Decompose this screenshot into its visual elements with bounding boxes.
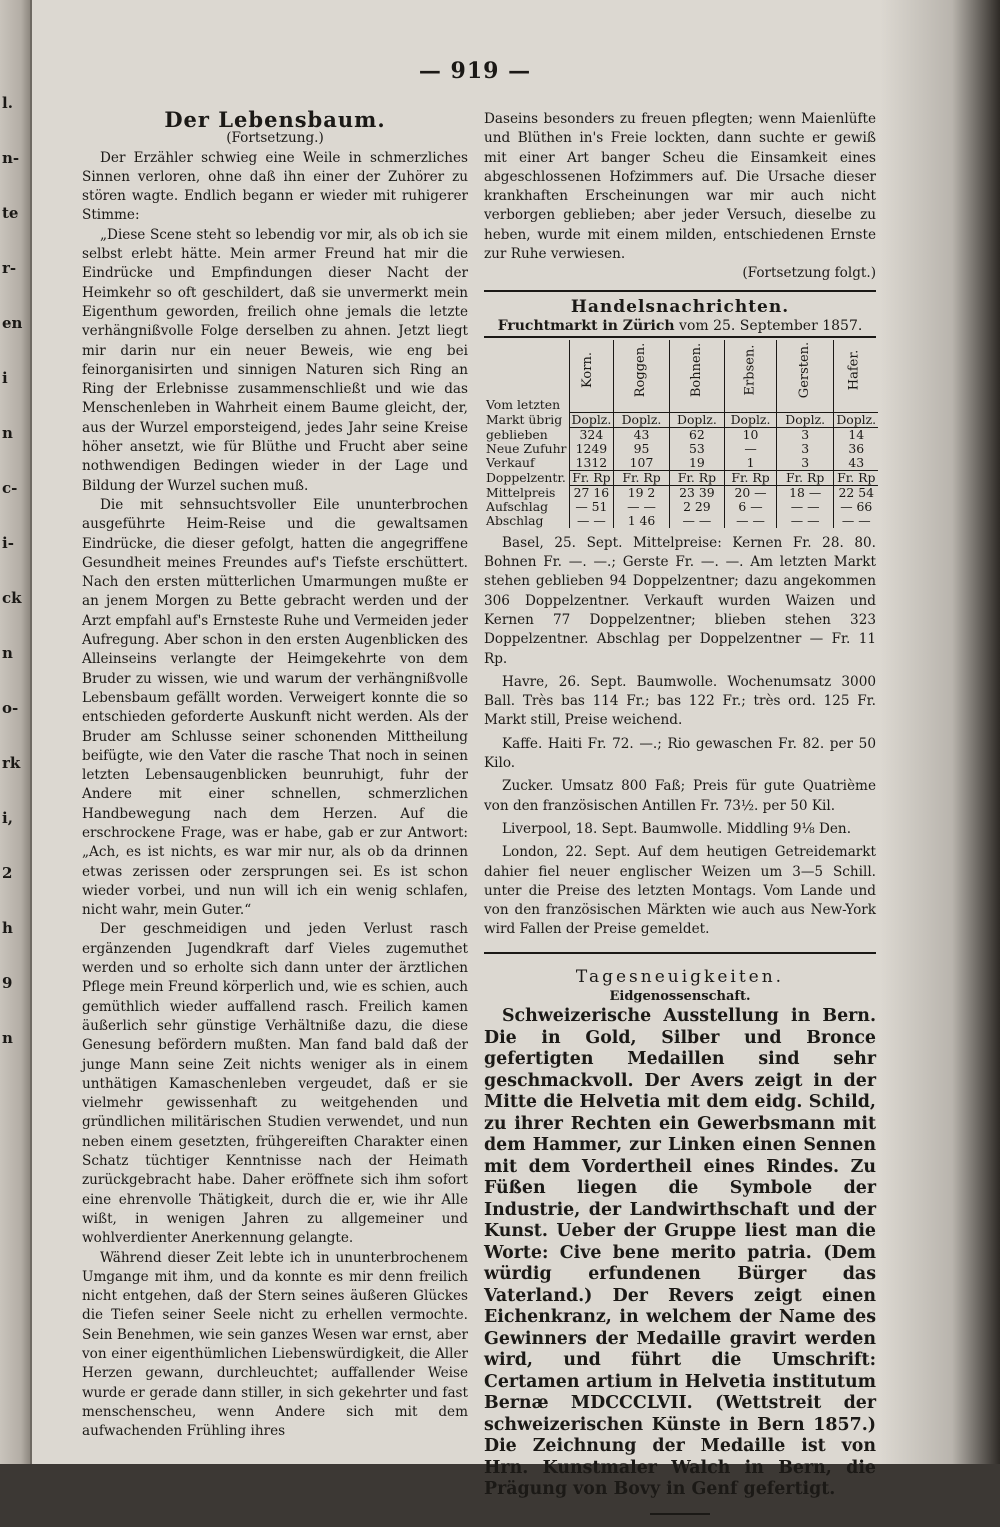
row-label: Mittelpreis: [486, 484, 556, 500]
column-header: Gersten.: [776, 340, 833, 398]
story-paragraph: Der Erzähler schwieg eine Weile in schmerzliches Sinnen verloren, ohne daß ihn einer der Zuhörer zu stören wagte. Endlich begann er wieder mit ruhigerer Stimme:: [82, 149, 468, 224]
table-cell: Doplz.: [776, 412, 833, 427]
table-cell: 3: [776, 427, 833, 442]
table-row: [484, 500, 878, 514]
table-row: [484, 442, 878, 456]
story-paragraph: „Diese Scene steht so lebendig vor mir, als ob ich sie selbst erlebt hätte. Mein armer Freund hat mir die Eindrücke und Empfindungen dieser Nacht der Heimkehr so oft geschildert, daß sie unvermerkt mein Eigenthum geworden, freilich ohne jemals die letzte verhängnißvolle Folge derselben zu ahnen. Jetzt liegt mir darin nur ein neuer Beweis, wie eng bei feinorganisirten und sinnigen Naturen sich Ring an Ring der Erlebnisse zusammenschließt und wie das Menschenleben in Wahrheit einem Baume gleicht, der, aus der Wurzel emporsteigend, jedes Jahr seine Kreise höher ansetzt, wie für Blüthe und Frucht aber seine nothwendigen Bedingen wieder in der Lage und Bildung der Wurzel suchen muß.: [82, 226, 468, 494]
table-cell: 23 39: [669, 485, 724, 500]
table-cell: [614, 398, 669, 412]
table-cell: 1: [725, 456, 777, 471]
table-cell: 6 —: [725, 500, 777, 514]
confederation-heading: Eidgenossenschaft.: [609, 989, 751, 1004]
table-row: [484, 514, 878, 528]
row-label: Aufschlag: [486, 498, 549, 514]
liverpool-report: Liverpool, 18. Sept. Baumwolle. Middling 9⅛ Den.: [502, 820, 852, 837]
continued-note: (Fortsetzung folgt.): [742, 265, 876, 282]
row-label: Vom letzten: [486, 397, 561, 413]
story-subtitle: (Fortsetzung.): [226, 130, 324, 147]
story-paragraph: Während dieser Zeit lebte ich in ununterbrochenem Umgange mit ihm, und da konnte es mir denn freilich nicht entgehen, daß der Stern seines äußeren Glückes die Tiefen seiner Seele nicht zu erhellen vermochte. Sein Benehmen, wie sein ganzes Wesen war ernst, aber von einer eigenthümlichen Liebenswürdigkeit, die Aller Herzen gewann, durchleuchtet; auffallender Weise wurde er gerade dann stiller, in sich gekehrter und fast menschenscheu, wenn Andere sich mit dem aufwachenden Frühling ihres: [82, 1249, 468, 1440]
column-header: Korn.: [569, 340, 614, 398]
previous-page-fragment: i: [2, 369, 8, 387]
table-cell: — —: [569, 514, 614, 528]
previous-page-strip: [0, 0, 32, 1464]
column-header: Hafer.: [834, 340, 878, 398]
page-number: — 919 —: [418, 58, 532, 84]
end-rule: [650, 1513, 710, 1515]
previous-page-fragment: r-: [2, 259, 17, 277]
table-cell: Fr. Rp: [834, 470, 878, 485]
table-cell: Fr. Rp: [776, 470, 833, 485]
table-cell: 3: [776, 442, 833, 456]
grain-market-heading-bold: Fruchtmarkt in Zürich: [497, 317, 675, 334]
story-paragraph: Die mit sehnsuchtsvoller Eile ununterbrochen ausgeführte Heim-Reise und die gewaltsamen Eindrücke, die dieser gefolgt, hatten die angegriffene Gesundheit meines Freundes auf's Tiefste erschüttert. Nach den ersten mütterlichen Umarmungen mußte er an jenem Morgen zu Bette gebracht werden und der Arzt empfahl auf's Ernsteste Ruhe und Vermeiden jeder Aufregung. Aber schon in den ersten Augenblicken des Alleinseins verlangte der Heimgekehrte von dem Bruder zu wissen, wie und warum der verhängnißvolle Lebensbaum gefällt worden. Verweigert konnte die so entschieden geforderte Auskunft nicht werden. Als der Bruder am Schlusse seiner schonenden Mittheilung beifügte, wie den Vater die rasche That noch in seinen letzten Lebensaugenblicken beunruhigt, fuhr der Andere mit einer schnellen, schmerzlichen Handbewegung nach dem Herzen. Auf die erschrockene Frage, was er habe, gab er zur Antwort: „Ach, es ist nichts, es war mir nur, als ob da drinnen etwas zerissen oder zersprungen sei. Es ist schon wieder vorbei, und nun will ich ein wenig schlafen, nicht wahr, mein Guter.“: [82, 496, 468, 919]
table-cell: [776, 398, 833, 412]
previous-page-fragment: n: [2, 424, 13, 442]
table-cell: 22 54: [834, 485, 878, 500]
table-row: [484, 456, 878, 471]
table-cell: 18 —: [776, 485, 833, 500]
london-report: London, 22. Sept. Auf dem heutigen Getreidemarkt dahier fiel neuer englischer Weizen um 3—5 Schill. unter die Preise des letzten Montags. Vom Lande und von den französischen Märkten wie auch aus New-York wird Fallen der Preise gemeldet.: [484, 844, 876, 938]
left-column: [82, 107, 468, 1441]
section-divider: [484, 952, 876, 954]
section-divider: [484, 290, 876, 292]
table-cell: 95: [614, 442, 669, 456]
table-cell: [569, 398, 614, 412]
table-cell: 36: [834, 442, 878, 456]
table-cell: — —: [776, 500, 833, 514]
table-cell: — —: [776, 514, 833, 528]
row-label: Neue Zufuhr: [486, 440, 567, 456]
table-row: [484, 427, 878, 442]
table-cell: 43: [614, 427, 669, 442]
previous-page-fragment: 9: [2, 974, 13, 992]
coffee-report: Kaffe. Haiti Fr. 72. —.; Rio gewaschen Fr. 82. per 50 Kilo.: [484, 735, 876, 772]
page-edge-shadow: [880, 0, 1000, 1464]
table-cell: 27 16: [569, 485, 614, 500]
table-cell: Doplz.: [725, 412, 777, 427]
previous-page-fragment: h: [2, 919, 13, 937]
story-title: Der Lebensbaum.: [164, 107, 386, 132]
exhibition-text: Schweizerische Ausstellung in Bern. Die in Gold, Silber und Bronce gefertigten Medaillen sind sehr geschmackvoll. Der Avers zeigt in der Mitte die Helvetia mit dem eidg. Schild, zu ihrer Rechten ein Gewerbsmann mit dem Hammer, zur Linken einen Sennen mit dem Vordertheil eines Rindes. Zu Füßen liegen die Symbole der Industrie, der Landwirthschaft und der Kunst. Ueber der Gruppe liest man die Worte: Cive bene merito patria. (Dem würdig erfundenen Bürger das Vaterland.) Der Revers zeigt einen Eichenkranz, in welchem der Name des Gewinners der Medaille gravirt werden wird, und führt die Umschrift: Certamen artium in Helvetia institutum Bernæ MDCCCLVII. (Wettstreit der schweizerischen Künste in Bern 1857.) Die Zeichnung der Medaille ist von Hrn. Kunstmaler Walch in Bern, die Prägung von Bovy in Genf gefertigt.: [484, 1006, 876, 1500]
table-cell: 20 —: [725, 485, 777, 500]
table-cell: — 66: [834, 500, 878, 514]
table-row: [484, 412, 878, 427]
previous-page-fragment: i,: [2, 809, 13, 827]
table-cell: 19 2: [614, 485, 669, 500]
table-cell: — —: [669, 514, 724, 528]
previous-page-fragment: n-: [2, 149, 20, 167]
table-row: [484, 470, 878, 485]
story-paragraph: Der geschmeidigen und jeden Verlust rasch ergänzenden Jugendkraft darf Vieles zugemuthet werden und so erholte sich dann unter der ärztlichen Pflege mein Freund körperlich und, wie es schien, auch gemüthlich wieder auffallend rasch. Freilich kamen äußerlich sehr günstige Verhältniße dazu, die diese Genesung befördern mußten. Man fand bald daß der junge Mann seine Zeit nichts weniger als in einem unthätigen Kamaschenleben vergeudet, daß er sie vielmehr gewissenhaft zu weitgehenden und gründlichen militärischen Studien verwendet, und nun neben einem gesetzten, frühgereiften Charakter einen Schatz tüchtiger Kenntnisse nach der Heimath zurückgebracht habe. Daher eröffnete sich ihm sofort eine ehrenvolle Thätigkeit, durch die er, wie ihr Alle wißt, in wenigen Jahren zu allgemeiner und wohlverdienter Anerkennung gelangte.: [82, 921, 468, 1247]
previous-page-fragment: rk: [2, 754, 21, 772]
row-label: geblieben: [486, 426, 548, 442]
table-row: [484, 485, 878, 500]
table-cell: —: [725, 442, 777, 456]
news-heading: Tagesneuigkeiten.: [575, 966, 785, 987]
table-cell: — —: [834, 514, 878, 528]
table-cell: 1249: [569, 442, 614, 456]
table-cell: — —: [614, 500, 669, 514]
table-cell: Doplz.: [614, 412, 669, 427]
table-cell: Fr. Rp: [669, 470, 724, 485]
row-label: Abschlag: [486, 512, 544, 528]
table-cell: 53: [669, 442, 724, 456]
table-row: [484, 398, 878, 412]
previous-page-fragment: en: [2, 314, 23, 332]
grain-price-table: [484, 340, 878, 528]
previous-page-fragment: ck: [2, 589, 22, 607]
grain-market-heading-date: vom 25. September 1857.: [674, 317, 863, 334]
commerce-heading: Handelsnachrichten.: [570, 296, 790, 317]
previous-page-fragment: te: [2, 204, 19, 222]
table-cell: 1312: [569, 456, 614, 471]
havre-report: Havre, 26. Sept. Baumwolle. Wochenumsatz 3000 Ball. Très bas 114 Fr.; bas 122 Fr.; très ord. 125 Fr. Markt still, Preise weichend.: [484, 673, 876, 729]
row-label: Verkauf: [486, 455, 535, 471]
table-cell: 10: [725, 427, 777, 442]
row-label: Markt übrig: [486, 411, 563, 427]
table-cell: [834, 398, 878, 412]
right-column: [484, 110, 876, 1527]
table-cell: Fr. Rp: [725, 470, 777, 485]
table-cell: [669, 398, 724, 412]
grain-market-heading: [484, 317, 876, 336]
previous-page-fragment: c-: [2, 479, 18, 497]
column-header: Roggen.: [614, 340, 669, 398]
table-cell: — 51: [569, 500, 614, 514]
previous-page-fragment: n: [2, 644, 13, 662]
table-cell: Fr. Rp: [614, 470, 669, 485]
column-header: Bohnen.: [669, 340, 724, 398]
table-cell: 2 29: [669, 500, 724, 514]
column-header: Erbsen.: [725, 340, 777, 398]
table-cell: 324: [569, 427, 614, 442]
table-body: [484, 398, 878, 528]
table-cell: 1 46: [614, 514, 669, 528]
table-cell: Doplz.: [834, 412, 878, 427]
row-label: Doppelzentr.: [486, 469, 566, 485]
table-cell: 43: [834, 456, 878, 471]
previous-page-fragment: l.: [2, 94, 13, 112]
table-top-rule: [484, 336, 876, 338]
table-cell: — —: [725, 514, 777, 528]
exhibition-article: [484, 1006, 876, 1501]
basel-report: Basel, 25. Sept. Mittelpreise: Kernen Fr. 28. 80. Bohnen Fr. —. —.; Gerste Fr. —. —. Am letzten Markt stehen geblieben 94 Doppelzentner; dazu angekommen 306 Doppelzentner. Verkauft wurden Waizen und Kernen 77 Doppelzentner; blieben stehen 323 Doppelzentner. Abschlag per Doppelzentner — Fr. 11 Rp.: [484, 534, 876, 667]
table-cell: 14: [834, 427, 878, 442]
table-cell: Doplz.: [669, 412, 724, 427]
previous-page-fragment: n: [2, 1029, 13, 1047]
table-corner: [484, 340, 569, 398]
table-cell: Doplz.: [569, 412, 614, 427]
previous-page-fragment: o-: [2, 699, 19, 717]
table-cell: 19: [669, 456, 724, 471]
previous-page-fragment: i-: [2, 534, 14, 552]
table-cell: 62: [669, 427, 724, 442]
sugar-report: Zucker. Umsatz 800 Faß; Preis für gute Quatrième von den französischen Antillen Fr. 73½. per 50 Kil.: [484, 778, 876, 814]
table-cell: 3: [776, 456, 833, 471]
previous-page-fragment: 2: [2, 864, 13, 882]
table-cell: Fr. Rp: [569, 470, 614, 485]
story-continuation: Daseins besonders zu freuen pflegten; wenn Maienlüfte und Blüthen in's Freie lockten, dann suchte er gewiß mit einer Art banger Scheu die Einsamkeit eines abgeschlossenen Hofzimmers auf. Die Ursache dieser krankhaften Erscheinungen war mir auch nicht verborgen geblieben; aber jeder Versuch, dieselbe zu heben, wurde mit einem milden, entschiedenen Ernste zur Ruhe verwiesen.: [484, 111, 876, 263]
table-cell: [725, 398, 777, 412]
table-cell: 107: [614, 456, 669, 471]
